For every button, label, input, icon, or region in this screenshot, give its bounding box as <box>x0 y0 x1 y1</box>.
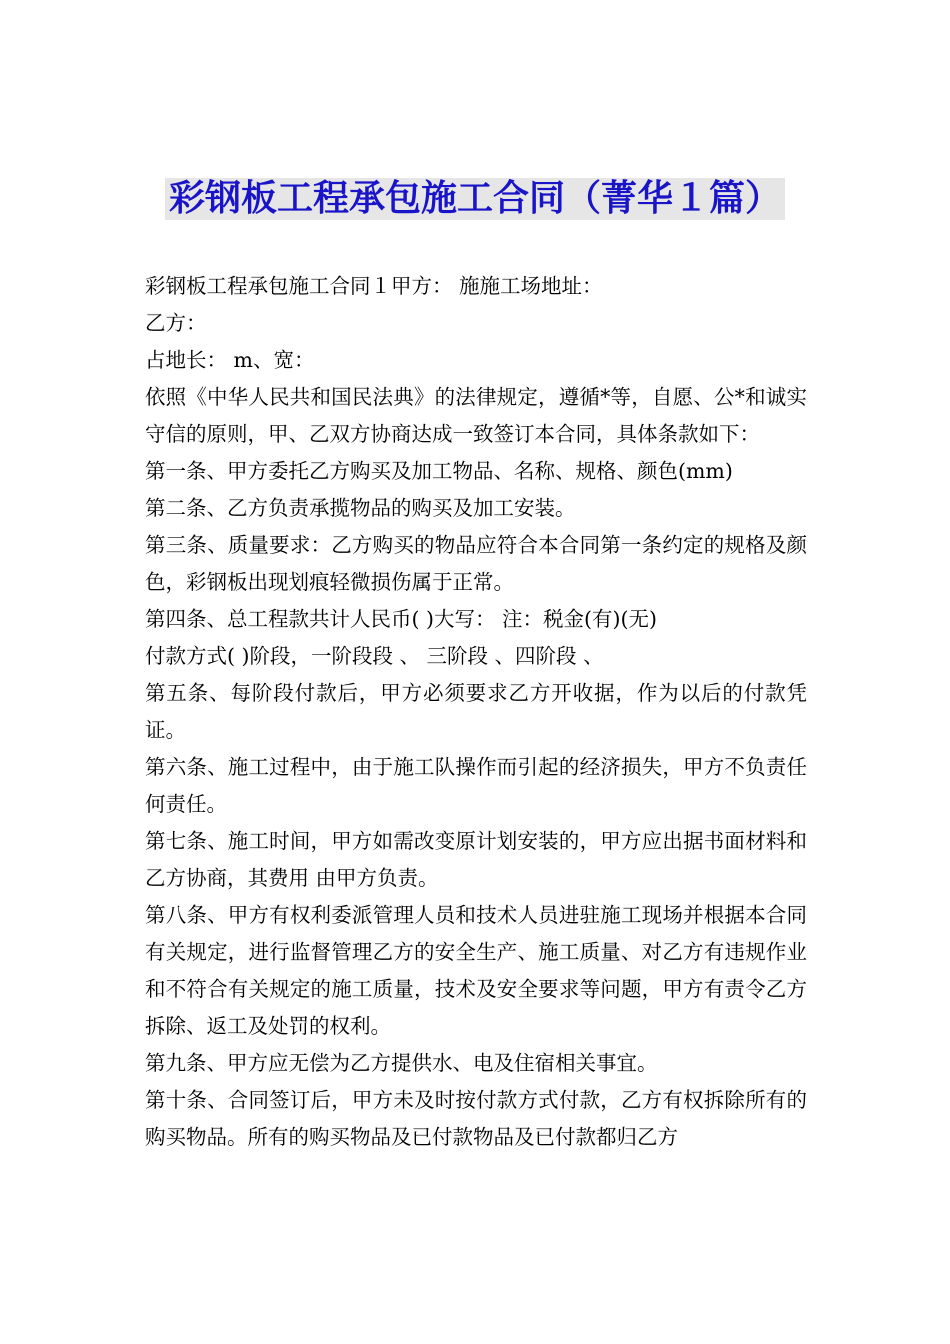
clause-5: 第五条、每阶段付款后，甲方必须要求乙方开收据，作为以后的付款凭证。 <box>145 681 807 742</box>
paragraph-party-b: 乙方： <box>145 311 207 335</box>
clause-8: 第八条、甲方有权利委派管理人员和技术人员进驻施工现场并根据本合同有关规定，进行监督管理乙方的安全生产、施工质量、对乙方有违规作业和不符合有关规定的施工质量，技术及安全要求等问题，甲方有责令乙方拆除、返工及处罚的权利。 <box>145 903 807 1038</box>
clause-1: 第一条、甲方委托乙方购买及加工物品、名称、规格、颜色(mm) <box>145 459 733 483</box>
paragraph-header-line: 彩钢板工程承包施工合同１甲方： 施施工场地址： <box>145 274 603 298</box>
clause-3: 第三条、质量要求：乙方购买的物品应符合本合同第一条约定的规格及颜色，彩钢板出现划痕轻微损伤属于正常。 <box>145 533 807 594</box>
clause-2: 第二条、乙方负责承揽物品的购买及加工安装。 <box>145 496 576 520</box>
document-body <box>145 268 807 1156</box>
clause-4: 第四条、总工程款共计人民币( )大写： 注：税金(有)(无) <box>145 607 658 631</box>
clause-6: 第六条、施工过程中，由于施工队操作而引起的经济损失，甲方不负责任何责任。 <box>145 755 807 816</box>
payment-method: 付款方式( )阶段，一阶段段 、 三阶段 、四阶段 、 <box>145 644 604 668</box>
paragraph-site-size: 占地长： m、宽： <box>145 348 315 372</box>
clause-9: 第九条、甲方应无偿为乙方提供水、电及住宿相关事宜。 <box>145 1051 658 1075</box>
clause-10: 第十条、合同签订后，甲方未及时按付款方式付款，乙方有权拆除所有的购买物品。所有的购买物品及已付款物品及已付款都归乙方 <box>145 1088 807 1149</box>
title-container <box>0 178 950 220</box>
document-title: 彩钢板工程承包施工合同（菁华１篇） <box>165 178 785 220</box>
clause-7: 第七条、施工时间，甲方如需改变原计划安装的，甲方应出据书面材料和乙方协商，其费用 由甲方负责。 <box>145 829 807 890</box>
paragraph-preamble: 依照《中华人民共和国民法典》的法律规定，遵循*等，自愿、公*和诚实守信的原则，甲、乙双方协商达成一致签订本合同，具体条款如下： <box>145 385 807 446</box>
